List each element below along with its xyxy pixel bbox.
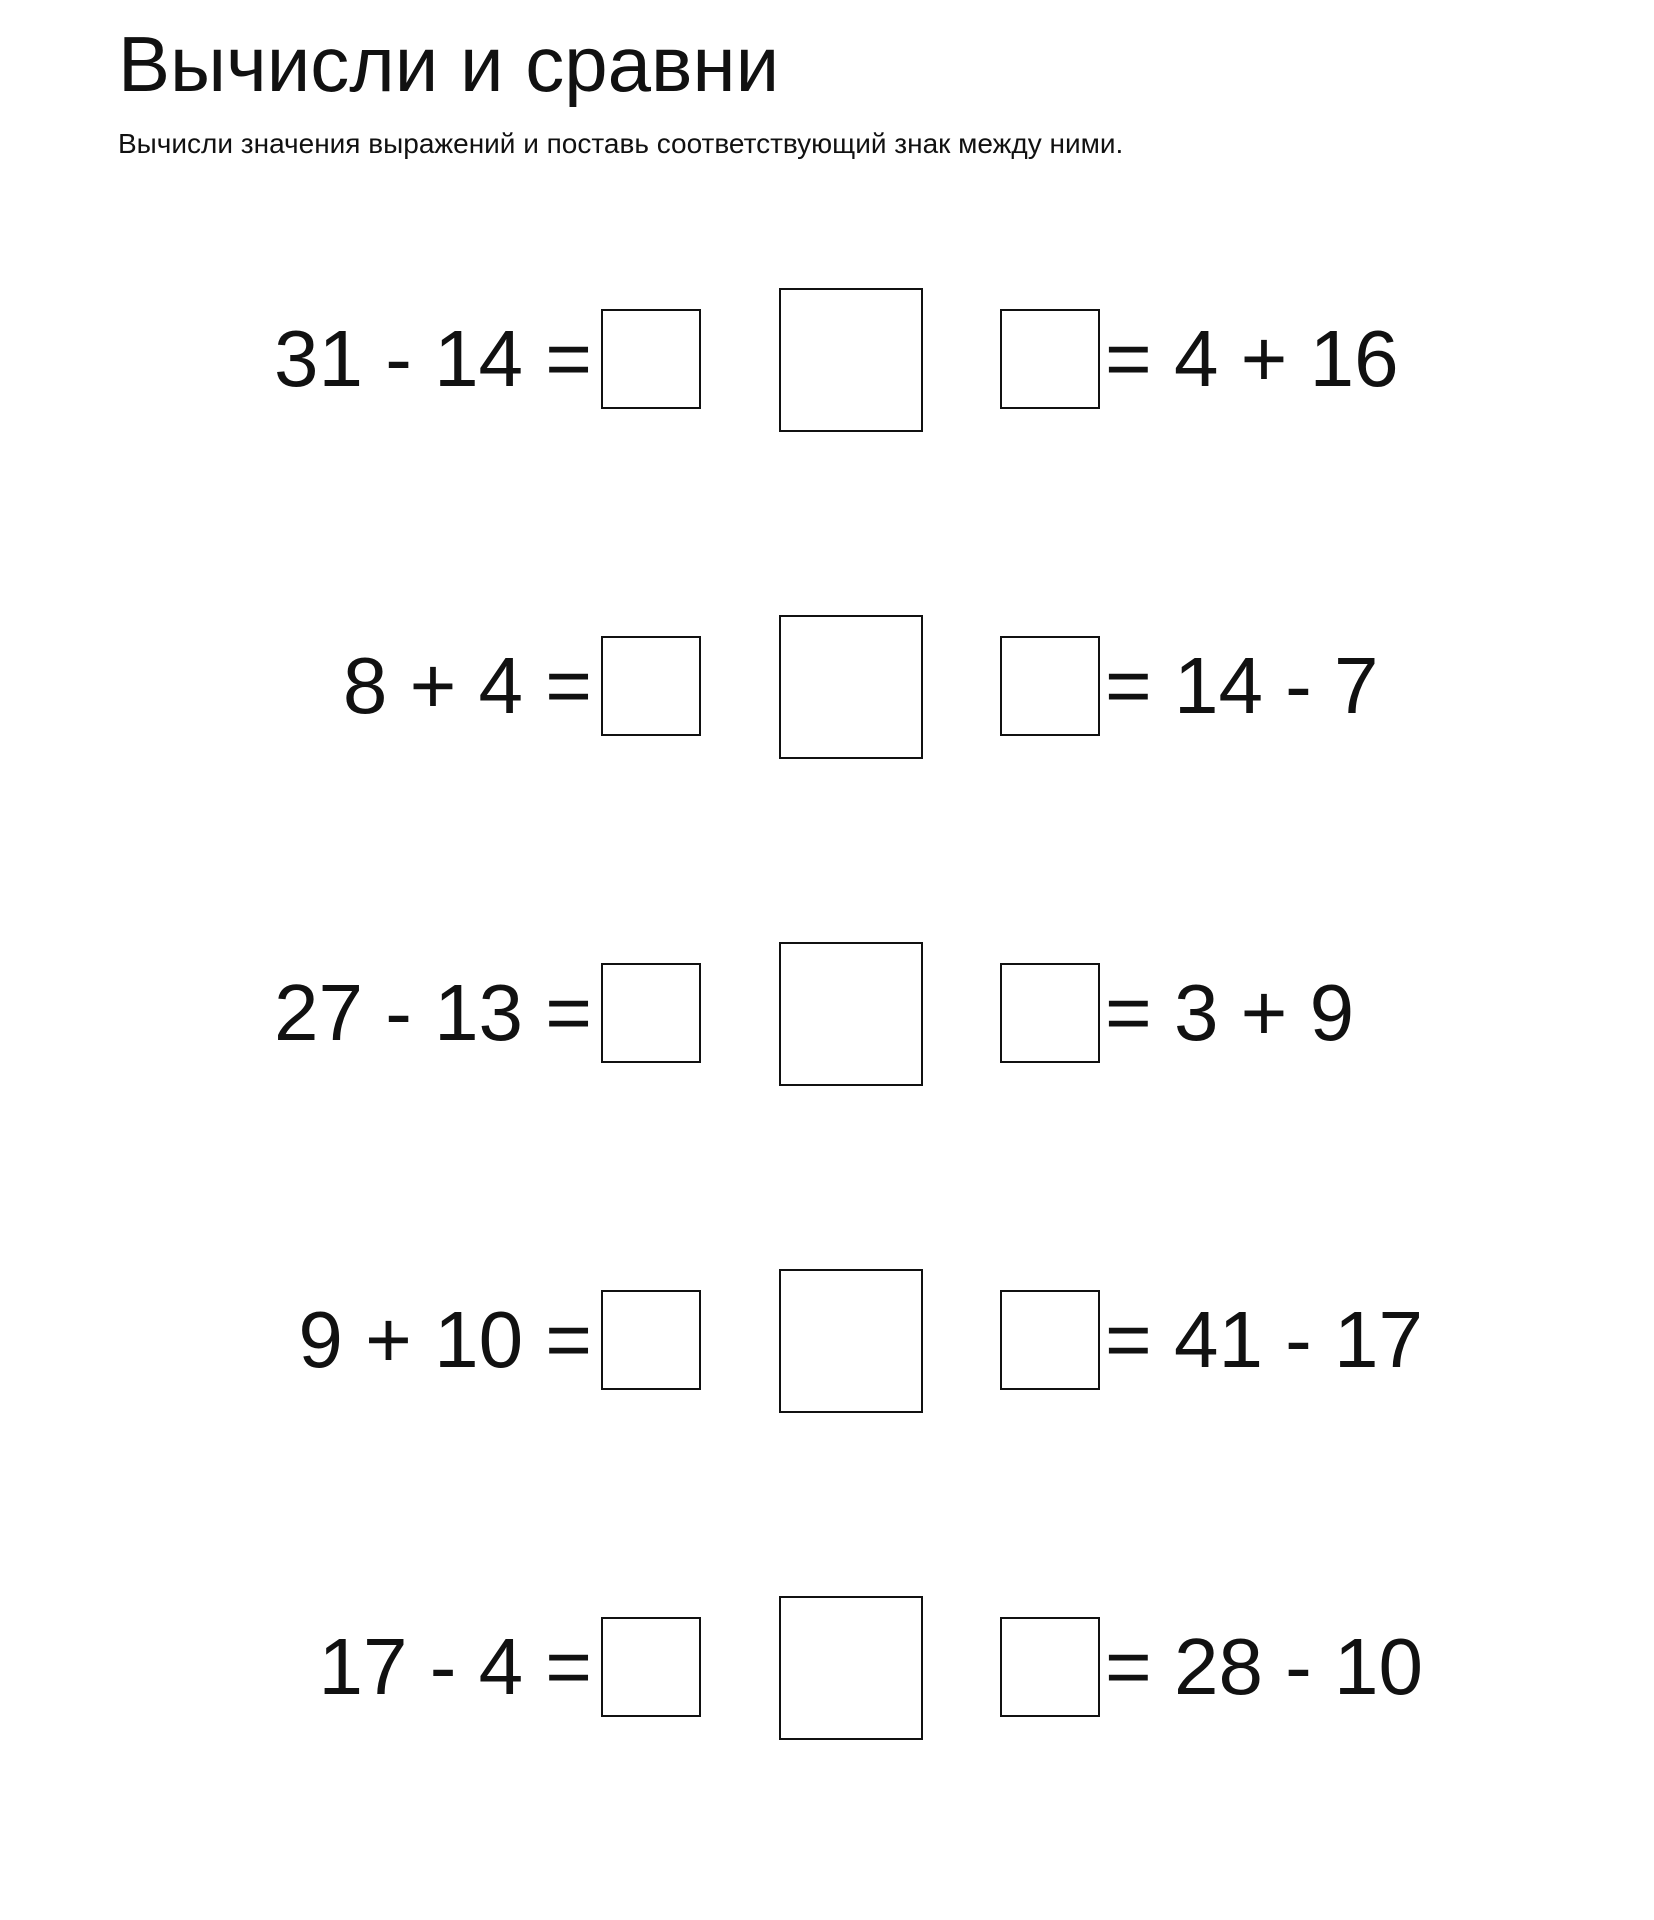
exercise-row-5 [0, 1596, 1654, 1738]
comparison-sign-box[interactable] [779, 942, 923, 1086]
right-answer-box[interactable] [1000, 1290, 1100, 1390]
left-expression: 27 - 13 = [273, 968, 592, 1057]
left-expression: 17 - 4 = [318, 1622, 592, 1711]
left-answer-box[interactable] [601, 1290, 701, 1390]
worksheet-title: Вычисли и сравни [118, 20, 780, 108]
right-expression: = 28 - 10 [1105, 1622, 1424, 1711]
right-answer-box[interactable] [1000, 1617, 1100, 1717]
right-expression: = 3 + 9 [1105, 968, 1355, 1057]
right-answer-box[interactable] [1000, 309, 1100, 409]
right-answer-box[interactable] [1000, 963, 1100, 1063]
left-answer-box[interactable] [601, 1617, 701, 1717]
left-answer-box[interactable] [601, 636, 701, 736]
right-expression: = 41 - 17 [1105, 1295, 1424, 1384]
right-expression: = 4 + 16 [1105, 314, 1399, 403]
left-answer-box[interactable] [601, 309, 701, 409]
comparison-sign-box[interactable] [779, 288, 923, 432]
left-answer-box[interactable] [601, 963, 701, 1063]
right-answer-box[interactable] [1000, 636, 1100, 736]
comparison-sign-box[interactable] [779, 1269, 923, 1413]
worksheet-instruction: Вычисли значения выражений и поставь соответствующий знак между ними. [118, 128, 1124, 159]
left-expression: 9 + 10 = [298, 1295, 592, 1384]
comparison-sign-box[interactable] [779, 1596, 923, 1740]
left-expression: 31 - 14 = [273, 314, 592, 403]
exercise-row-2 [0, 615, 1654, 757]
right-expression: = 14 - 7 [1105, 641, 1379, 730]
comparison-sign-box[interactable] [779, 615, 923, 759]
exercise-row-4 [0, 1269, 1654, 1411]
left-expression: 8 + 4 = [342, 641, 592, 730]
exercise-row-1 [0, 288, 1654, 430]
exercise-row-3 [0, 942, 1654, 1084]
